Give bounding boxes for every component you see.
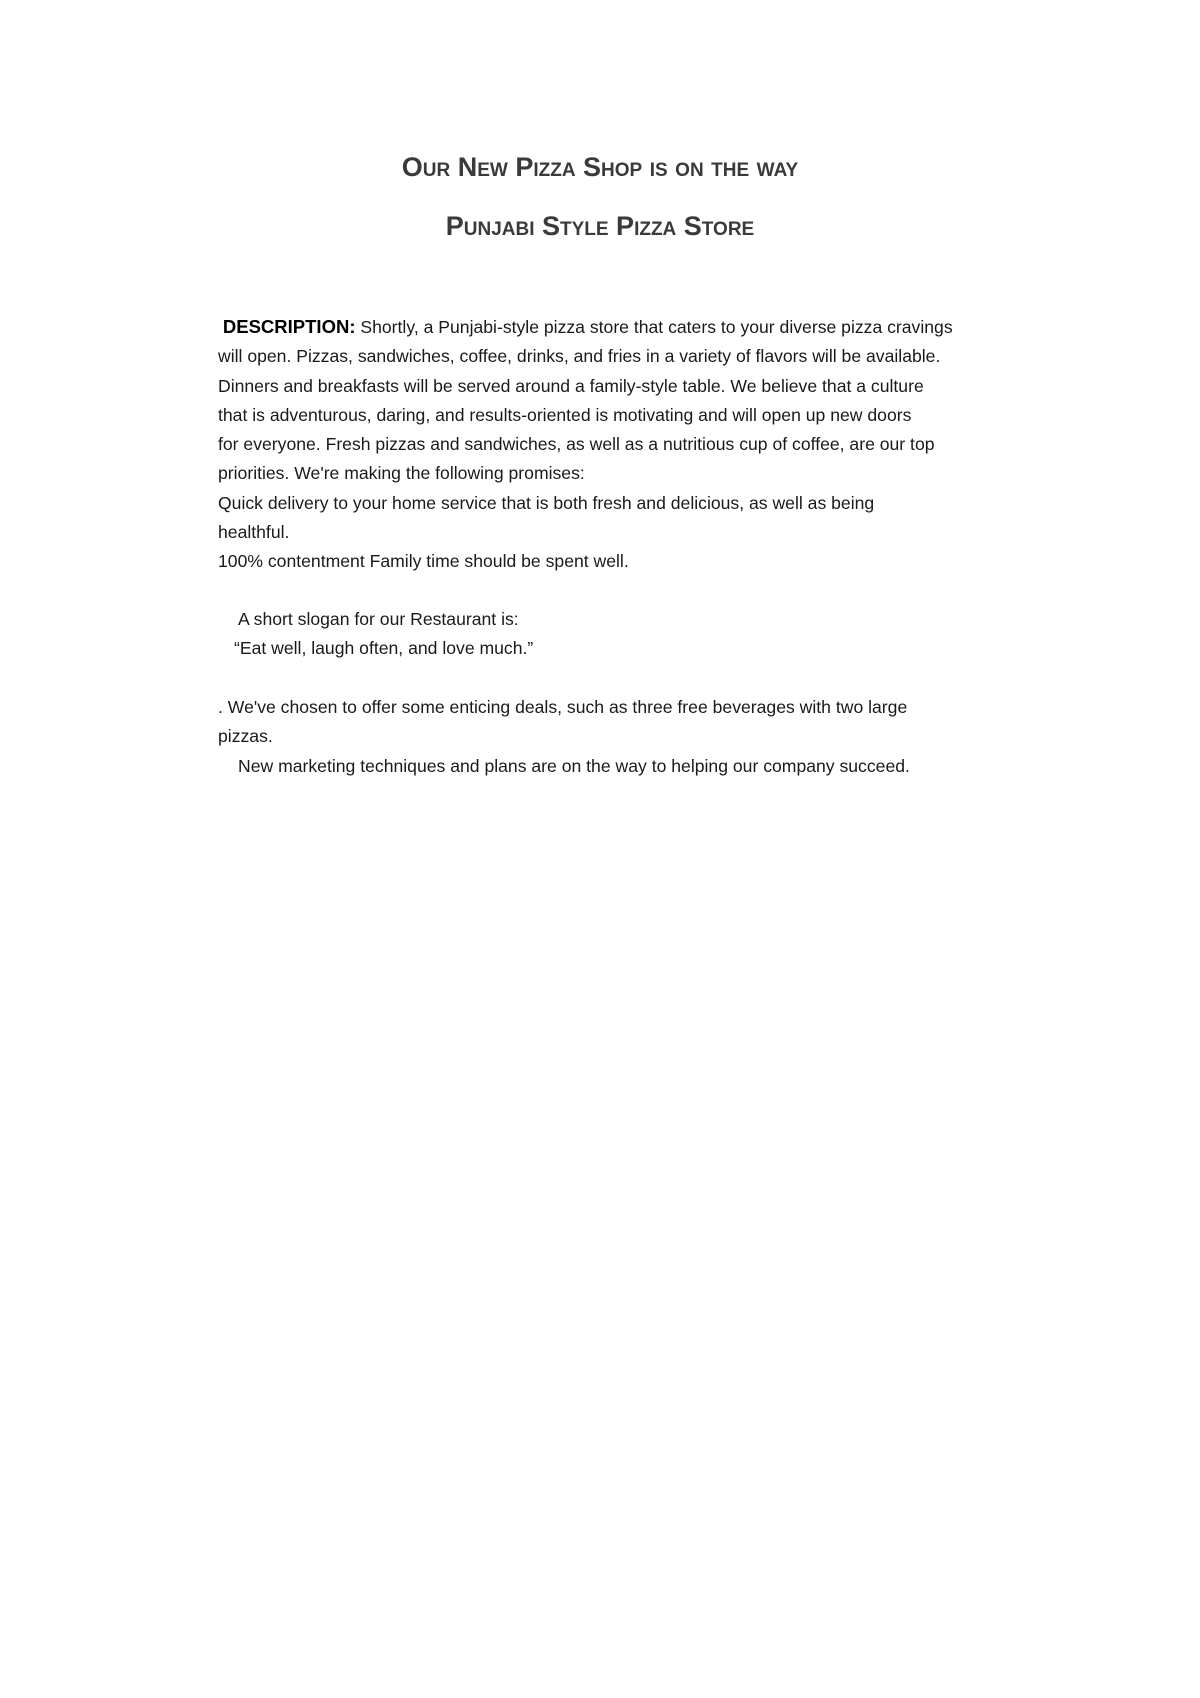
deals-section [218, 693, 1058, 781]
description-line-5: for everyone. Fresh pizzas and sandwiches, as well as a nutritious cup of coffee, are our top [218, 434, 935, 455]
promise-line-1: Quick delivery to your home service that is both fresh and delicious, as well as being [218, 492, 875, 513]
description-line-6: priorities. We're making the following promises: [218, 463, 585, 484]
deals-line-2: pizzas. [218, 726, 273, 747]
description-label: DESCRIPTION: [222, 316, 356, 337]
description-line-3: Dinners and breakfasts will be served around a family-style table. We believe that a culture [218, 375, 924, 396]
document-subtitle: Punjabi Style Pizza Store [445, 211, 755, 241]
description-section [218, 312, 1058, 577]
slogan-section [218, 605, 1058, 664]
description-line-1 [218, 312, 1058, 342]
document-title: Our New Pizza Shop is on the way [401, 152, 799, 182]
description-line-2: will open. Pizzas, sandwiches, coffee, drinks, and fries in a variety of flavors will be available. [218, 346, 941, 367]
slogan-text: “Eat well, laugh often, and love much.” [234, 638, 534, 659]
description-line-4: that is adventurous, daring, and results-oriented is motivating and will open up new doors [218, 404, 912, 425]
slogan-intro: A short slogan for our Restaurant is: [238, 609, 519, 629]
marketing-line: New marketing techniques and plans are on the way to helping our company succeed. [238, 755, 910, 776]
promise-line-3: 100% contentment Family time should be spent well. [218, 551, 629, 572]
promise-line-2: healthful. [218, 522, 290, 543]
deals-line-1: . We've chosen to offer some enticing deals, such as three free beverages with two large [218, 697, 908, 717]
description-text: Shortly, a Punjabi-style pizza store that caters to your diverse pizza cravings [360, 317, 953, 337]
